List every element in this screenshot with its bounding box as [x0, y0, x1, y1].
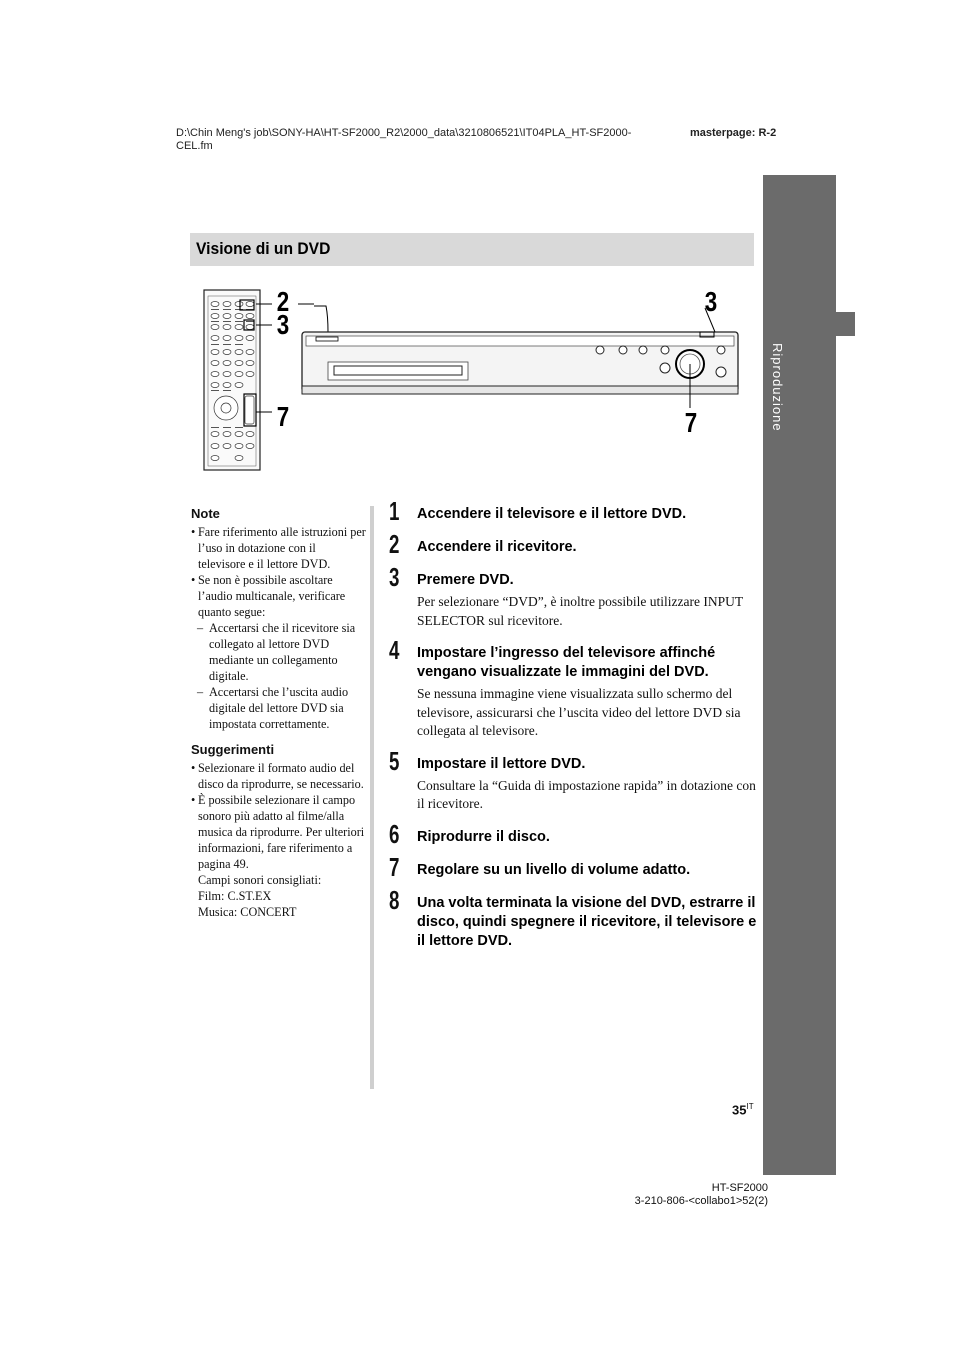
side-tab-label: Riproduzione: [770, 343, 785, 432]
step-body: Se nessuna immagine viene visualizzata sullo schermo del televisore, assicurarsi che l’uscita video del lettore DVD sia collegata al televisore.: [417, 686, 741, 738]
notes-list: [191, 524, 366, 732]
tip-item: • È possibile selezionare il campo sonoro più adatto al filme/alla musica da riprodurre. Per ulteriori informazioni, fare riferimento a pagina 49.: [191, 792, 366, 872]
steps-list: [389, 498, 759, 958]
step-body: Per selezionare “DVD”, è inoltre possibile utilizzare INPUT SELECTOR sul ricevitore.: [417, 594, 743, 628]
callout-remote-1: 2: [276, 286, 290, 318]
notes-heading: Note: [191, 506, 220, 521]
page-number-value: 35: [732, 1102, 747, 1118]
step-number: 6: [389, 818, 400, 849]
footer-model: HT-SF2000: [711, 1182, 768, 1194]
side-tab: [763, 175, 836, 1175]
step-item: [389, 564, 759, 630]
step-item: [389, 745, 759, 814]
step-item: [389, 851, 759, 882]
note-item: • Fare riferimento alle istruzioni per l’uso in dotazione con il televisore e il lettore DVD.: [191, 524, 366, 572]
note-item: • Se non è possibile ascoltare l’audio multicanale, verificare quanto segue:: [191, 572, 366, 620]
tips-list: [191, 760, 366, 872]
step-title: Riprodurre il disco.: [417, 828, 550, 845]
step-title: Impostare il lettore DVD.: [417, 755, 586, 772]
step-body: Consultare la “Guida di impostazione rapida” in dotazione con il ricevitore.: [417, 777, 756, 811]
footer-code: 3-210-806-<collabo1>52(2): [634, 1195, 768, 1207]
notes-column: [191, 505, 366, 920]
step-title: Regolare su un livello di volume adatto.: [417, 861, 691, 878]
receiver-drawing: [298, 304, 738, 408]
step-title: Impostare l’ingresso del televisore affinché vengano visualizzate le immagini del DVD.: [417, 645, 716, 680]
step-title: Accendere il televisore e il lettore DVD.: [417, 506, 687, 522]
step-item: [389, 498, 759, 524]
header-file-path: D:\Chin Meng's job\SONY-HA\HT-SF2000_R2\2000_data\3210806521\IT04PLA_HT-SF2000-CEL.fm: [176, 127, 632, 152]
tip-extra-line: Campi sonori consigliati:: [198, 873, 322, 887]
tips-heading: Suggerimenti: [191, 742, 275, 757]
step-number: 1: [389, 496, 400, 526]
page-number-suffix: IT: [746, 1102, 754, 1111]
step-item: [389, 531, 759, 557]
callout-remote-2: 3: [276, 309, 290, 341]
section-title: Visione di un DVD: [196, 239, 331, 258]
note-subitem: – Accertarsi che il ricevitore sia collegato al lettore DVD mediante un collegamento digitale.: [191, 620, 366, 684]
page-number: [732, 1102, 754, 1117]
step-title: Una volta terminata la visione del DVD, estrarre il disco, quindi spegnere il ricevitore, il televisore e il lettore DVD.: [417, 894, 757, 949]
device-illustration: [200, 282, 760, 474]
step-item: [389, 637, 759, 741]
callout-remote-3: 7: [276, 401, 290, 433]
column-divider: [370, 506, 374, 1089]
step-title: Accendere il ricevitore.: [417, 539, 577, 555]
step-number: 5: [389, 745, 400, 776]
step-number: 3: [389, 562, 400, 592]
step-title: Premere DVD.: [417, 572, 514, 588]
callout-receiver-1: 3: [704, 286, 718, 318]
callout-receiver-2: 7: [684, 407, 698, 439]
tip-extra-line: Film: C.ST.EX: [198, 889, 272, 903]
remote-control-drawing: [204, 290, 272, 470]
step-item: [389, 818, 759, 849]
step-number: 7: [389, 851, 400, 882]
tip-item: • Selezionare il formato audio del disco da riprodurre, se necessario.: [191, 760, 366, 792]
step-number: 2: [389, 529, 400, 559]
tip-extra-line: Musica: CONCERT: [198, 905, 297, 919]
header-masterpage: masterpage: R-2: [690, 127, 777, 139]
step-item: [389, 884, 759, 951]
step-number: 8: [389, 884, 400, 915]
step-number: 4: [389, 635, 400, 665]
side-tab-marker: [836, 312, 855, 336]
note-subitem: – Accertarsi che l’uscita audio digitale del lettore DVD sia impostata correttamente.: [191, 684, 366, 732]
